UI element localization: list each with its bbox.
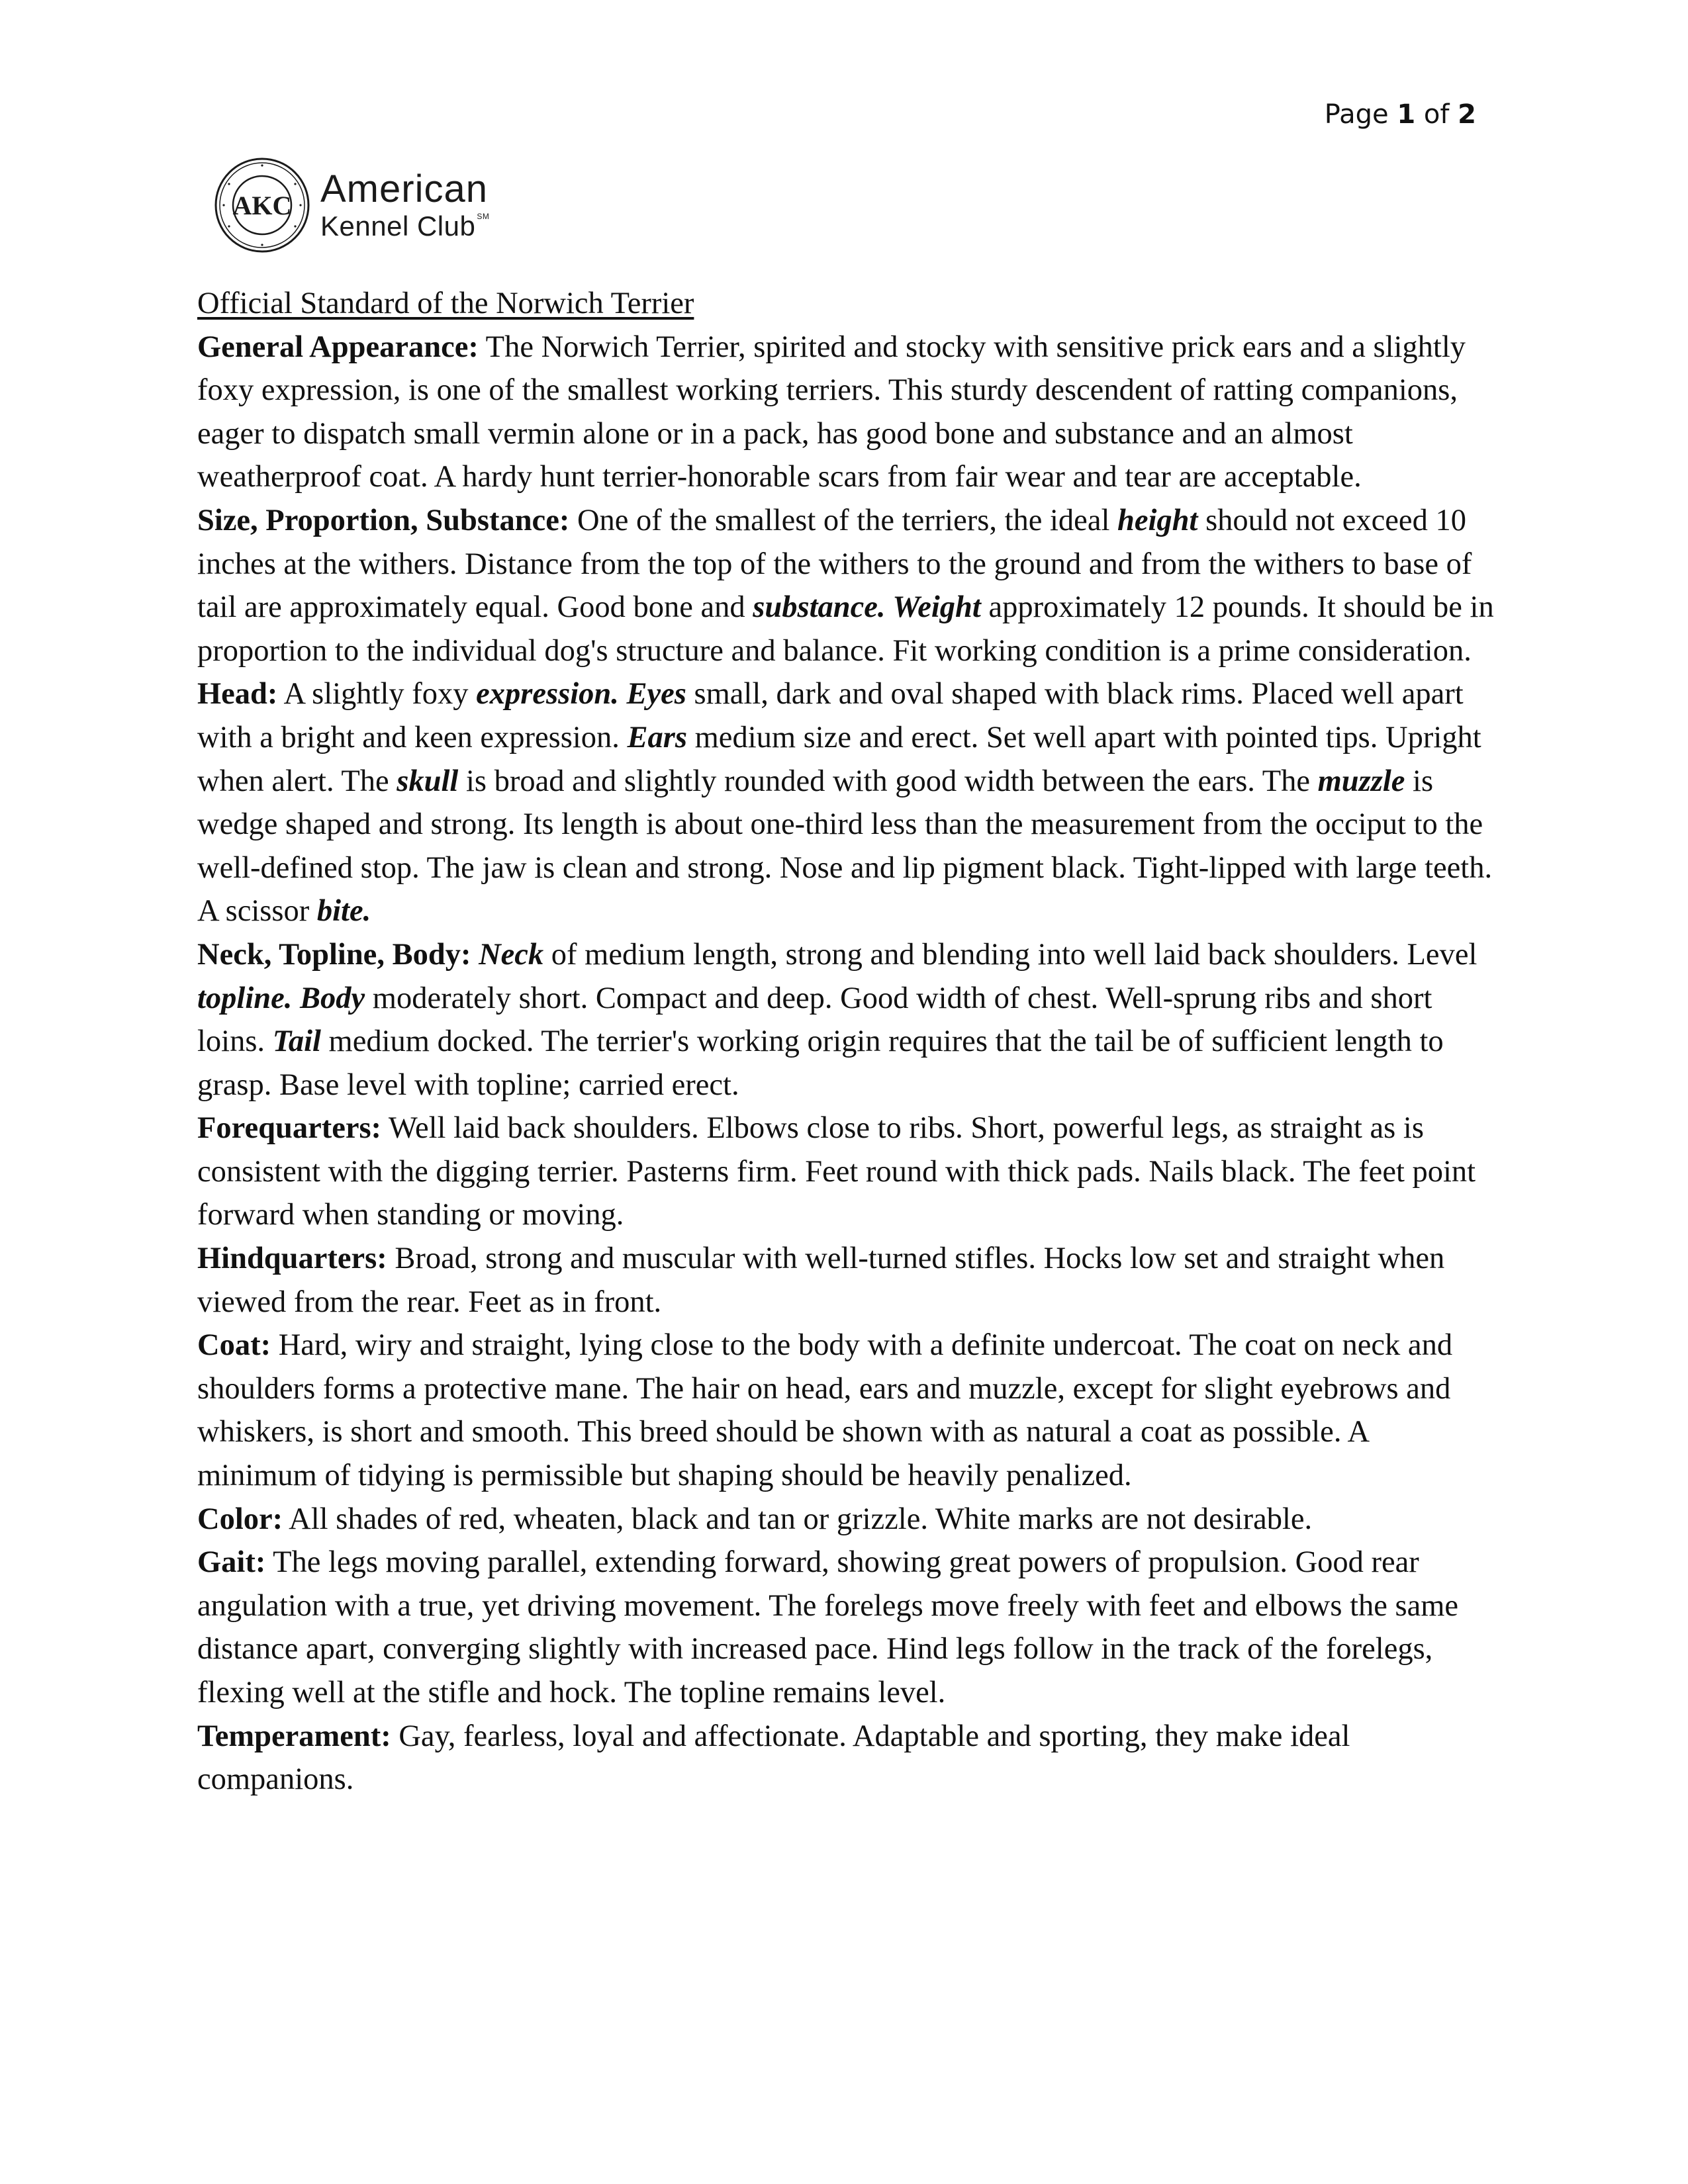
document-title: Official Standard of the Norwich Terrier <box>197 287 694 320</box>
logo-service-mark: SM <box>477 212 490 221</box>
section-keyword: Tail <box>272 1024 321 1059</box>
section-keyword: skull <box>397 764 459 798</box>
section-heading: Color: <box>197 1502 283 1536</box>
section-text: Well laid back shoulders. Elbows close to ribs. Short, powerful legs, as straight as is consistent with the digging terrier. Pasterns firm. Feet round with thick pads. Nails black. The feet point forward when standing or moving. <box>197 1111 1476 1232</box>
section-text <box>471 938 479 972</box>
section-coat <box>197 1324 1495 1497</box>
section-gait <box>197 1541 1495 1714</box>
section-text: Gay, fearless, loyal and affectionate. Adaptable and sporting, they make ideal companions. <box>197 1719 1350 1797</box>
section-text: One of the smallest of the terriers, the ideal <box>569 503 1117 537</box>
section-text: The Norwich Terrier, spirited and stocky with sensitive prick ears and a slightly foxy expression, is one of the smallest working terriers. This sturdy descendent of ratting companions, eager to dispatch small vermin alone or in a pack, has good bone and substance and an almost weatherproof coat. A hardy hunt terrier-honorable scars from fair wear and tear are acceptable. <box>197 330 1466 494</box>
section-heading: Gait: <box>197 1545 266 1580</box>
section-text: is wedge shaped and strong. Its length is about one-third less than the measurement from the occiput to the well-defined stop. The jaw is clean and strong. Nose and lip pigment black. Tight-lipped with large teeth. A scissor <box>197 764 1493 929</box>
akc-seal-letters: AKC <box>232 191 292 220</box>
section-heading: Forequarters: <box>197 1111 382 1146</box>
section-text: All shades of red, wheaten, black and tan or grizzle. White marks are not desirable. <box>283 1502 1313 1536</box>
section-text: should not exceed 10 inches at the withers. Distance from the top of the withers to the ground and from the withers to base of tail are approximately equal. Good bone and <box>197 503 1472 625</box>
page-number <box>1325 99 1476 130</box>
section-text: A slightly foxy <box>277 677 477 711</box>
section-keyword: bite. <box>316 894 371 929</box>
section-text: is broad and slightly rounded with good width between the ears. The <box>458 764 1318 798</box>
section-heading: General Appearance: <box>197 330 479 364</box>
section-general-appearance <box>197 326 1495 499</box>
section-hindquarters <box>197 1237 1495 1324</box>
section-neck-topline-body <box>197 933 1495 1107</box>
section-keyword: Ears <box>627 720 688 754</box>
logo-line1: American <box>320 167 488 210</box>
section-text: The legs moving parallel, extending forward, showing great powers of propulsion. Good rear angulation with a true, yet driving movement. The forelegs move freely with feet and elbows the same distance apart, converging slightly with increased pace. Hind legs follow in the track of the forelegs, flexing well at the stifle and hock. The topline remains level. <box>197 1545 1459 1709</box>
section-temperament <box>197 1715 1495 1801</box>
section-heading: Neck, Topline, Body: <box>197 937 471 972</box>
section-heading: Hindquarters: <box>197 1242 387 1276</box>
section-keyword: substance. Weight <box>753 590 981 625</box>
standard-document <box>197 282 1495 1801</box>
section-head <box>197 672 1495 933</box>
logo-line2-text: Kennel Club <box>320 210 476 242</box>
section-text: of medium length, strong and blending into well laid back shoulders. Level <box>543 937 1477 972</box>
section-heading: Head: <box>197 677 278 711</box>
page-current: 1 <box>1397 99 1416 130</box>
section-keyword: topline. Body <box>197 981 365 1015</box>
section-text: medium size and erect. Set well apart with pointed tips. Upright when alert. The <box>197 720 1481 798</box>
section-forequarters <box>197 1107 1495 1237</box>
section-heading: Coat: <box>197 1328 271 1363</box>
page-label-prefix: Page <box>1324 99 1397 130</box>
page-total: 2 <box>1458 99 1476 130</box>
section-text: approximately 12 pounds. It should be in proportion to the individual dog's structure and balance. Fit working condition is a prime consideration. <box>197 590 1494 668</box>
section-keyword: muzzle <box>1317 764 1405 798</box>
section-text: Hard, wiry and straight, lying close to the body with a definite undercoat. The coat on neck and shoulders forms a protective mane. The hair on head, ears and muzzle, except for slight eyebrows and whiskers, is short and smooth. This breed should be shown with as natural a coat as possible. A minimum of tidying is permissible but shaping should be heavily penalized. <box>197 1328 1453 1493</box>
section-size-proportion-substance <box>197 499 1495 672</box>
section-heading: Temperament: <box>197 1719 391 1753</box>
page-label-mid: of <box>1415 99 1458 130</box>
section-keyword: Neck <box>479 937 544 972</box>
section-color <box>197 1498 1495 1541</box>
section-text: medium docked. The terrier's working origin requires that the tail be of sufficient length to grasp. Base level with topline; carried erect. <box>197 1024 1444 1102</box>
akc-seal-icon <box>213 156 311 254</box>
section-text: small, dark and oval shaped with black rims. Placed well apart with a bright and keen expression. <box>197 677 1464 754</box>
section-keyword: height <box>1117 503 1198 537</box>
section-text: Broad, strong and muscular with well-turned stifles. Hocks low set and straight when viewed from the rear. Feet as in front. <box>197 1242 1445 1319</box>
section-keyword: expression. Eyes <box>476 677 686 711</box>
section-heading: Size, Proportion, Substance: <box>197 503 570 537</box>
logo-line2 <box>320 212 489 240</box>
akc-logo <box>213 149 504 261</box>
section-text: moderately short. Compact and deep. Good width of chest. Well-sprung ribs and short loins. <box>197 981 1432 1059</box>
